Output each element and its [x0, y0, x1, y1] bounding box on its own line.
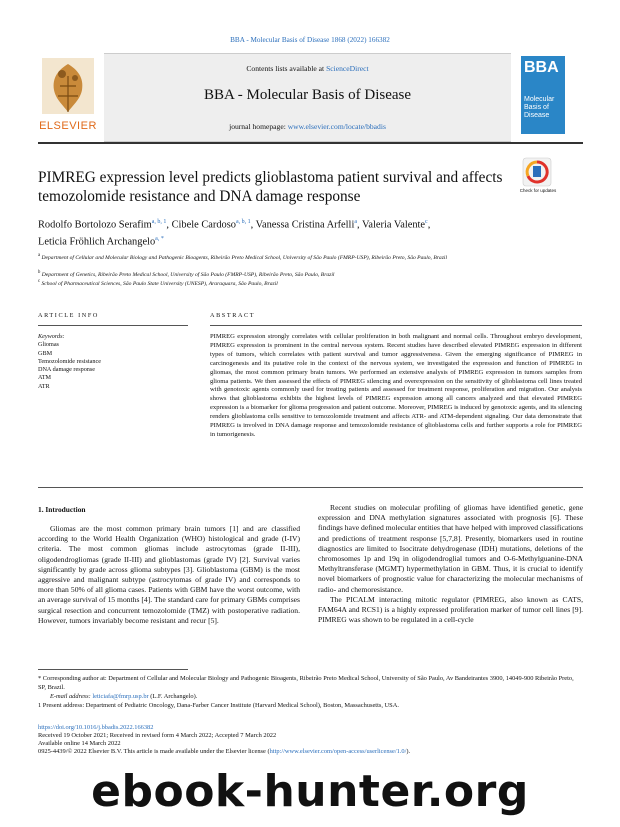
watermark: ebook-hunter.org: [91, 766, 529, 817]
homepage-prefix: journal homepage:: [229, 122, 288, 131]
affiliation: [38, 252, 578, 262]
author: Valeria Valente: [362, 219, 426, 231]
header-rule: [38, 142, 583, 144]
doi-link[interactable]: https://doi.org/10.1016/j.bbadis.2022.166382: [38, 724, 154, 731]
keywords-label: Keywords:: [38, 333, 65, 340]
cover-subtitle: Molecular Basis of Disease: [524, 96, 555, 119]
available-online: Available online 14 March 2022: [38, 740, 121, 747]
elsevier-wordmark: ELSEVIER: [39, 120, 97, 132]
author-sup[interactable]: c: [425, 219, 428, 225]
author-sup[interactable]: a, *: [155, 236, 164, 243]
footnote-present-address: 1 Present address: Department of Pediatric Oncology, Dana-Farber Cancer Institute (Harvard Medical School), Boston, Massachusetts, USA.: [38, 702, 399, 709]
intro-left-column: [38, 524, 300, 626]
cover-title: BBA: [524, 59, 559, 76]
paragraph: Recent studies on molecular profiling of gliomas have identified genetic, gene expression and DNA methylation signatures associated with prognosis [6]. These findings have defined molecular entities that have helped with improved classifications and predictions of treatment response [5,7,8]. Presently, biomarkers used in routine diagnostics are limited to Isocitrate dehydrogenase (IDH) mutations, deletions of the chromosomes 1p and 19q in oligodendroglial tumors and O-6-Methylguanine-DNA Methyltransferase (MGMT) hypermethylation in GBM. Thus, it is crucial to identify novel biomarkers of prognostic value for characterizing the molecular mechanisms of radio- and chemoresistance.: [318, 503, 583, 594]
paragraph: The PICALM interacting mitotic regulator (PIMREG, also known as CATS, FAM64A and RCS1) is a highly expressed proliferation marker of tumor cell lines [9]. PIMREG was shown to be regulated in a cell-cycle: [318, 594, 583, 625]
section-heading-introduction: 1. Introduction: [38, 505, 86, 514]
email-suffix: (L.F. Archangelo).: [148, 693, 198, 700]
title-line-2: temozolomide resistance and DNA damage response: [38, 188, 361, 205]
sciencedirect-link[interactable]: ScienceDirect: [326, 64, 369, 73]
author-sup[interactable]: a, b, 1: [235, 219, 251, 225]
affiliation-mark: b: [38, 270, 41, 275]
license-line: [38, 748, 583, 756]
info-rule: [38, 325, 188, 326]
check-updates-label[interactable]: Check for updates: [519, 188, 557, 193]
author: Cibele Cardoso: [171, 219, 236, 231]
article-title: [38, 168, 508, 206]
running-head[interactable]: BBA - Molecular Basis of Disease 1868 (2022) 166382: [230, 36, 390, 44]
license-link[interactable]: http://www.elsevier.com/open-access/userlicense/1.0/: [269, 748, 407, 755]
keywords-block: [38, 333, 188, 391]
author: Leticia Fröhlich Archangelo: [38, 236, 156, 248]
abstract-heading: ABSTRACT: [210, 312, 256, 319]
elsevier-logo: [38, 56, 98, 136]
author-sup[interactable]: a: [354, 219, 358, 225]
email-link[interactable]: leticiafa@fmrp.usp.br: [92, 693, 149, 700]
keyword: DNA damage response: [38, 366, 96, 374]
email-label: E-mail address:: [50, 693, 93, 700]
footnote-corresponding: * Corresponding author at: Department of Cellular and Molecular Biology and Pathogenic Bioagents, Ribeirão Preto Medical School, University of São Paulo, Av Bandeirantes 3900, 14049-900 Ribeirão Preto, SP, Brazil.: [38, 675, 574, 691]
author: Rodolfo Bortolozo Serafim: [38, 219, 152, 231]
keyword: ATM: [38, 374, 52, 382]
keyword: ATR: [38, 382, 50, 390]
affiliation-mark: a: [38, 253, 41, 258]
affiliation-text: School of Pharmaceutical Sciences, São Paulo State University (UNESP), Araraquara, São Paulo, Brazil: [41, 280, 278, 287]
contents-line: [104, 64, 511, 73]
abstract-rule: [210, 325, 582, 326]
intro-right-column: [318, 503, 583, 625]
check-updates-icon[interactable]: [522, 157, 552, 187]
paragraph: Gliomas are the most common primary brain tumors [1] and are classified according to the World Health Organization (WHO) histological and grade (I-IV) criteria. The most common gliomas include astrocytomas (grade II-III), oligodendrogliomas (grade II-III) and glioblastomas (grade IV) [2]. Survival varies significantly by grade across glioma subtypes [3]. Glioblastoma (GBM) is the most aggressive and malignant subtype (astrocytomas of grade IV) and corresponds to more than 50% of all glioma cases. Patients with GBM have the worst outcome, with an average survival of 15 months [4]. The standard care for primary GBMs comprises surgical resection and concurrent temozolomide (TMZ) with postoperative radiation. However, tumors invariably become resistant and recur [5].: [38, 524, 300, 625]
affiliation-text: Department of Cellular and Molecular Biology and Pathogenic Bioagents, Ribeirão Preto Medical School, University of São Paulo (FMRP-USP), Ribeirão Preto, São Paulo, Brazil: [41, 254, 448, 261]
author-sup[interactable]: a, b, 1: [151, 219, 167, 225]
journal-title: BBA - Molecular Basis of Disease: [203, 87, 412, 103]
keyword: Temozolomide resistance: [38, 357, 101, 365]
footnote-email: [38, 693, 583, 702]
homepage-link[interactable]: www.elsevier.com/locate/bbadis: [287, 122, 386, 131]
affiliation-text: Department of Genetics, Ribeirão Preto Medical School, University of São Paulo (FMRP-USP), Ribeirão Preto, São Paulo, Brazil: [41, 271, 335, 278]
author: Vanessa Cristina Arfelli: [255, 219, 355, 231]
article-info-heading: ARTICLE INFO: [38, 312, 99, 319]
abstract-text: PIMREG expression strongly correlates with cellular proliferation in both malignant and normal cells. Throughout embryo development, PIMREG expression is prominent in the central nervous system. Recent studies have described elevated PIMREG expression in different types of tumors, which correlates with patient survival and tumor aggressiveness. Given the emerging significance of PIMREG in carcinogenesis and its putative role in the context of the nervous system, we investigated the expression and function of PIMREG in gliomas, the most common primary brain tumors. We performed an extensive analysis of PIMREG expression in tumors samples from glioma patients. We then assessed the effects of PIMREG silencing and overexpression on the sensitivity of glioblastoma cell lines treated with genotoxic agents commonly used for treating patients and assessed for treatment response, proliferation and migration. Our analysis shows that glioblastoma exhibits the highest levels of PIMREG expression among all cancers analyzed and that elevated PIMREG expression is a biomarker for glioma progression and patient outcome. Moreover, PIMREG is induced by genotoxic agents, and its silencing renders glioblastoma cells sensitive to temozolomide treatment and affects ATR- and ATM-dependent signaling. Our data demonstrate that PIMREG is involved in DNA damage response and temozolomide resistance of glioblastoma cells and further supports a role for PIMREG in tumorigenesis.: [210, 333, 582, 438]
license-prefix: 0925-4439/© 2022 Elsevier B.V. This article is made available under the Elsevier license (: [38, 748, 270, 755]
affiliation-mark: c: [38, 279, 41, 284]
abstract-bottom-rule: [38, 487, 583, 488]
title-line-1: PIMREG expression level predicts glioblastoma patient survival and affects: [38, 169, 503, 186]
journal-homepage: [104, 122, 511, 131]
received-dates: Received 19 October 2021; Received in revised form 4 March 2022; Accepted 7 March 2022: [38, 732, 277, 739]
contents-prefix: Contents lists available at: [246, 64, 327, 73]
keyword: GBM: [38, 349, 53, 357]
license-suffix: ).: [406, 748, 411, 755]
journal-cover: [521, 56, 565, 134]
affiliation: [38, 278, 578, 288]
keyword: Gliomas: [38, 341, 59, 349]
footnote-rule: [38, 669, 188, 670]
author-list: Rodolfo Bortolozo Serafim$^{a, b, 1}$, Cibele Cardoso$^{a, b, 1}$, Vanessa Cristina Arfelli$^a$, Valeria Valente$^c$, Leticia Fröhlich Archangelo$^{a, *}$: [38, 219, 431, 248]
